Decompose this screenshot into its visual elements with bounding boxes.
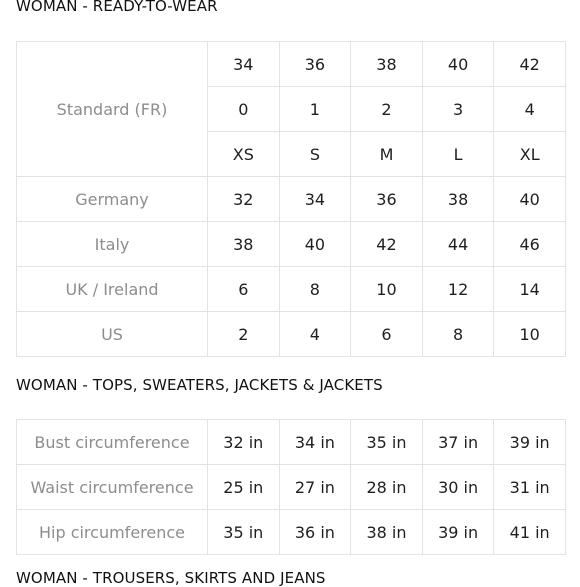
table-cell: 41 in [494, 510, 566, 555]
table-row [17, 465, 566, 510]
table-cell: 46 [494, 222, 566, 267]
table-cell: 39 in [494, 420, 566, 465]
table-cell: XL [494, 132, 566, 177]
table-cell: 40 [422, 42, 494, 87]
table-cell: 12 [422, 267, 494, 312]
table-cell: 38 [422, 177, 494, 222]
table-cell: 14 [494, 267, 566, 312]
table-cell: 8 [422, 312, 494, 357]
table-cell: 38 in [351, 510, 423, 555]
section-title-ready-to-wear: WOMAN - READY-TO-WEAR [16, 0, 218, 15]
table-cell: 6 [208, 267, 280, 312]
table-cell: 8 [279, 267, 351, 312]
table-cell: M [351, 132, 423, 177]
row-label-standard-fr: Standard (FR) [17, 42, 208, 177]
table-cell: 3 [422, 87, 494, 132]
table-cell: 6 [351, 312, 423, 357]
table-cell: 35 in [208, 510, 280, 555]
table-cell: 30 in [422, 465, 494, 510]
table-cell: 38 [351, 42, 423, 87]
table-cell: 2 [351, 87, 423, 132]
table-cell: 27 in [279, 465, 351, 510]
table-cell: S [279, 132, 351, 177]
table-cell: 38 [208, 222, 280, 267]
table-cell: 4 [279, 312, 351, 357]
table-cell: 25 in [208, 465, 280, 510]
table-row [17, 420, 566, 465]
table-cell: 1 [279, 87, 351, 132]
table-cell: 34 in [279, 420, 351, 465]
table-cell: 28 in [351, 465, 423, 510]
table-cell: 37 in [422, 420, 494, 465]
table-cell: L [422, 132, 494, 177]
table-row [17, 222, 566, 267]
table-row [17, 42, 566, 87]
table-cell: 34 [279, 177, 351, 222]
table-cell: 2 [208, 312, 280, 357]
table-cell: XS [208, 132, 280, 177]
row-label-bust: Bust circumference [17, 420, 208, 465]
table-cell: 42 [351, 222, 423, 267]
table-cell: 36 [279, 42, 351, 87]
section-title-tops-sweaters-jackets: WOMAN - TOPS, SWEATERS, JACKETS & JACKETS [16, 376, 383, 394]
table-cell: 4 [494, 87, 566, 132]
table-cell: 36 [351, 177, 423, 222]
table-cell: 10 [494, 312, 566, 357]
table-cell: 40 [279, 222, 351, 267]
table-cell: 32 [208, 177, 280, 222]
tops-measurements-table [16, 419, 566, 555]
table-cell: 0 [208, 87, 280, 132]
table-cell: 32 in [208, 420, 280, 465]
table-row [17, 510, 566, 555]
row-label-germany: Germany [17, 177, 208, 222]
table-cell: 35 in [351, 420, 423, 465]
table-row [17, 177, 566, 222]
table-cell: 10 [351, 267, 423, 312]
table-cell: 44 [422, 222, 494, 267]
table-cell: 36 in [279, 510, 351, 555]
row-label-hip: Hip circumference [17, 510, 208, 555]
section-title-trousers-skirts-jeans: WOMAN - TROUSERS, SKIRTS AND JEANS [16, 569, 326, 587]
table-row [17, 267, 566, 312]
table-cell: 34 [208, 42, 280, 87]
row-label-uk-ireland: UK / Ireland [17, 267, 208, 312]
row-label-italy: Italy [17, 222, 208, 267]
row-label-waist: Waist circumference [17, 465, 208, 510]
table-cell: 42 [494, 42, 566, 87]
ready-to-wear-size-table [16, 41, 566, 357]
table-cell: 40 [494, 177, 566, 222]
row-label-us: US [17, 312, 208, 357]
table-row [17, 312, 566, 357]
table-cell: 31 in [494, 465, 566, 510]
table-cell: 39 in [422, 510, 494, 555]
